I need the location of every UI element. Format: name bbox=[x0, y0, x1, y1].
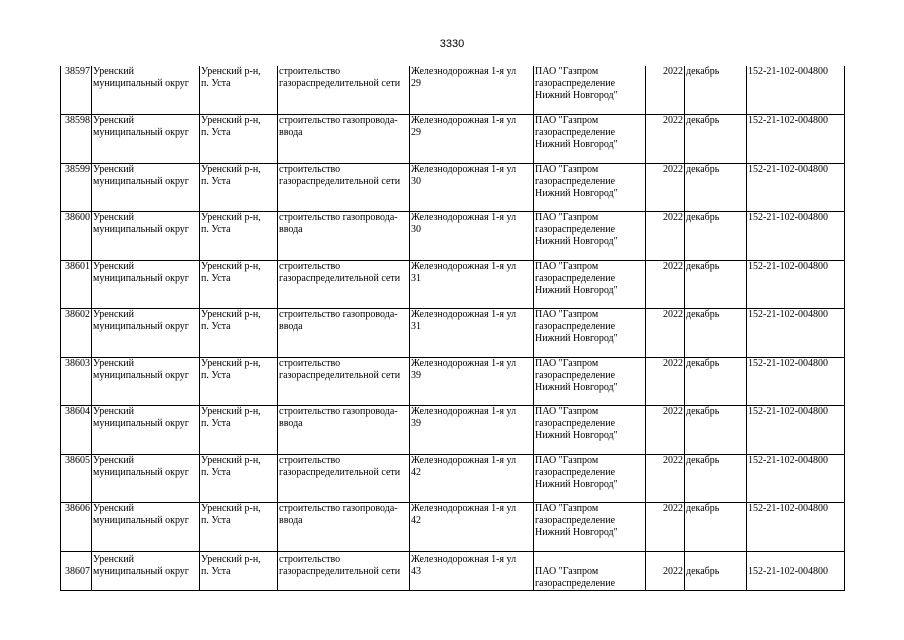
month-cell: декабрь bbox=[685, 309, 747, 358]
record-id: 38605 bbox=[61, 454, 92, 503]
work-type-line-2: ввода bbox=[279, 418, 303, 429]
work-type-cell bbox=[278, 260, 410, 309]
owner-line-2: газораспределение bbox=[535, 272, 616, 284]
locality-cell bbox=[200, 454, 278, 503]
record-id: 38604 bbox=[61, 406, 92, 455]
house-number: 42 bbox=[411, 515, 421, 526]
locality-line-2: п. Уста bbox=[201, 466, 231, 478]
house-number: 29 bbox=[411, 78, 421, 89]
owner-line-2: газораспределение bbox=[535, 515, 616, 526]
work-type-line-1: строительство газопровода- bbox=[279, 309, 398, 320]
municipality-line-1: Уренский bbox=[93, 260, 134, 272]
house-number: 30 bbox=[411, 175, 421, 187]
locality-cell bbox=[200, 406, 278, 455]
street-cell bbox=[410, 212, 534, 261]
locality-line-2: п. Уста bbox=[201, 175, 231, 187]
record-id: 38603 bbox=[61, 357, 92, 406]
locality-line-2: п. Уста bbox=[201, 418, 231, 429]
owner-line-3: Нижний Новгород" bbox=[535, 430, 618, 441]
municipality-line-2: муниципальный округ bbox=[93, 321, 189, 332]
locality-line-1: Уренский р-н, bbox=[201, 406, 261, 417]
municipality-line-2: муниципальный округ bbox=[93, 515, 189, 526]
locality-cell bbox=[200, 551, 278, 590]
owner-cell bbox=[534, 260, 646, 309]
locality-line-1: Уренский р-н, bbox=[201, 115, 261, 126]
municipality-line-2: муниципальный округ bbox=[93, 127, 189, 138]
owner-line-1: ПАО "Газпром bbox=[535, 115, 599, 126]
street-name: Железнодорожная 1-я ул bbox=[411, 406, 517, 417]
locality-cell bbox=[200, 260, 278, 309]
work-type-cell bbox=[278, 309, 410, 358]
street-cell bbox=[410, 260, 534, 309]
owner-cell bbox=[534, 115, 646, 164]
year-cell: 2022 bbox=[646, 309, 685, 358]
owner-line-3: Нижний Новгород" bbox=[535, 284, 618, 296]
table-row bbox=[61, 551, 845, 590]
municipality-cell bbox=[92, 309, 200, 358]
street-name: Железнодорожная 1-я ул bbox=[411, 503, 517, 514]
locality-line-1: Уренский р-н, bbox=[201, 553, 261, 565]
work-type-line-1: строительство bbox=[279, 66, 341, 77]
owner-line-2: газораспределение bbox=[535, 418, 616, 429]
record-id: 38600 bbox=[61, 212, 92, 261]
municipality-line-2: муниципальный округ bbox=[93, 272, 189, 284]
owner-cell bbox=[534, 66, 646, 115]
municipality-line-2: муниципальный округ bbox=[93, 418, 189, 429]
street-cell bbox=[410, 66, 534, 115]
work-type-line-1: строительство газопровода- bbox=[279, 212, 398, 223]
owner-cell bbox=[534, 551, 646, 590]
owner-line-2: газораспределение bbox=[535, 369, 616, 381]
street-cell bbox=[410, 357, 534, 406]
locality-line-2: п. Уста bbox=[201, 369, 231, 381]
locality-cell bbox=[200, 115, 278, 164]
work-type-line-2: газораспределительной сети bbox=[279, 369, 401, 381]
owner-cell bbox=[534, 309, 646, 358]
owner-line-3: Нижний Новгород" bbox=[535, 478, 618, 490]
record-id: 38597 bbox=[61, 66, 92, 115]
code-cell: 152-21-102-004800 bbox=[747, 66, 845, 115]
year-cell: 2022 bbox=[646, 551, 685, 590]
owner-line-1: ПАО "Газпром bbox=[535, 454, 599, 466]
street-cell bbox=[410, 551, 534, 590]
owner-line-1: ПАО "Газпром bbox=[535, 163, 599, 175]
locality-line-1: Уренский р-н, bbox=[201, 212, 261, 223]
work-type-line-1: строительство газопровода- bbox=[279, 406, 398, 417]
year-cell: 2022 bbox=[646, 260, 685, 309]
owner-line-1: ПАО "Газпром bbox=[535, 66, 599, 77]
municipality-cell bbox=[92, 406, 200, 455]
municipality-line-1: Уренский bbox=[93, 357, 134, 369]
owner-line-1: ПАО "Газпром bbox=[535, 357, 599, 369]
street-name: Железнодорожная 1-я ул bbox=[411, 66, 517, 77]
owner-line-1: ПАО "Газпром bbox=[535, 309, 599, 320]
record-id: 38607 bbox=[61, 551, 92, 590]
locality-line-2: п. Уста bbox=[201, 127, 231, 138]
municipality-line-1: Уренский bbox=[93, 115, 134, 126]
municipality-line-2: муниципальный округ bbox=[93, 369, 189, 381]
work-type-line-2: газораспределительной сети bbox=[279, 565, 401, 577]
table-row bbox=[61, 66, 845, 115]
page-number: 3330 bbox=[439, 38, 465, 50]
code-cell: 152-21-102-004800 bbox=[747, 454, 845, 503]
locality-line-1: Уренский р-н, bbox=[201, 260, 261, 272]
municipality-line-1: Уренский bbox=[93, 406, 134, 417]
year-cell: 2022 bbox=[646, 66, 685, 115]
owner-line-3: Нижний Новгород" bbox=[535, 527, 618, 538]
municipality-cell bbox=[92, 163, 200, 212]
house-number: 31 bbox=[411, 321, 421, 332]
locality-line-1: Уренский р-н, bbox=[201, 503, 261, 514]
owner-line-2: газораспределение bbox=[535, 127, 616, 138]
locality-line-2: п. Уста bbox=[201, 78, 231, 89]
table-row bbox=[61, 503, 845, 552]
owner-line-1: ПАО "Газпром bbox=[535, 260, 599, 272]
house-number: 39 bbox=[411, 369, 421, 381]
month-cell: декабрь bbox=[685, 163, 747, 212]
work-type-line-2: газораспределительной сети bbox=[279, 78, 401, 89]
municipality-cell bbox=[92, 260, 200, 309]
table-row bbox=[61, 260, 845, 309]
street-cell bbox=[410, 163, 534, 212]
municipality-line-1: Уренский bbox=[93, 212, 134, 223]
table-row bbox=[61, 115, 845, 164]
locality-line-2: п. Уста bbox=[201, 515, 231, 526]
locality-line-1: Уренский р-н, bbox=[201, 454, 261, 466]
municipality-cell bbox=[92, 503, 200, 552]
municipality-cell bbox=[92, 212, 200, 261]
locality-cell bbox=[200, 212, 278, 261]
record-id: 38599 bbox=[61, 163, 92, 212]
locality-line-2: п. Уста bbox=[201, 272, 231, 284]
work-type-line-1: строительство bbox=[279, 454, 341, 466]
work-type-line-1: строительство bbox=[279, 260, 341, 272]
locality-line-2: п. Уста bbox=[201, 224, 231, 235]
year-cell: 2022 bbox=[646, 406, 685, 455]
work-type-cell bbox=[278, 212, 410, 261]
year-cell: 2022 bbox=[646, 357, 685, 406]
month-cell: декабрь bbox=[685, 357, 747, 406]
month-cell: декабрь bbox=[685, 66, 747, 115]
municipality-cell bbox=[92, 551, 200, 590]
owner-line-1: ПАО "Газпром bbox=[535, 503, 599, 514]
owner-line-3: Нижний Новгород" bbox=[535, 139, 618, 150]
work-type-line-1: строительство газопровода- bbox=[279, 115, 398, 126]
year-cell: 2022 bbox=[646, 454, 685, 503]
street-cell bbox=[410, 406, 534, 455]
work-type-cell bbox=[278, 115, 410, 164]
code-cell: 152-21-102-004800 bbox=[747, 115, 845, 164]
year-cell: 2022 bbox=[646, 115, 685, 164]
work-type-line-2: ввода bbox=[279, 321, 303, 332]
municipality-line-1: Уренский bbox=[93, 309, 134, 320]
work-type-cell bbox=[278, 66, 410, 115]
house-number: 39 bbox=[411, 418, 421, 429]
code-cell: 152-21-102-004800 bbox=[747, 163, 845, 212]
code-cell: 152-21-102-004800 bbox=[747, 551, 845, 590]
owner-cell bbox=[534, 357, 646, 406]
street-name: Железнодорожная 1-я ул bbox=[411, 115, 517, 126]
street-name: Железнодорожная 1-я ул bbox=[411, 309, 517, 320]
work-type-cell bbox=[278, 163, 410, 212]
locality-cell bbox=[200, 503, 278, 552]
work-type-cell bbox=[278, 454, 410, 503]
code-cell: 152-21-102-004800 bbox=[747, 309, 845, 358]
locality-line-1: Уренский р-н, bbox=[201, 357, 261, 369]
record-id: 38601 bbox=[61, 260, 92, 309]
year-cell: 2022 bbox=[646, 163, 685, 212]
locality-cell bbox=[200, 66, 278, 115]
registry-table bbox=[60, 66, 845, 591]
table-row bbox=[61, 406, 845, 455]
street-name: Железнодорожная 1-я ул bbox=[411, 553, 517, 565]
house-number: 30 bbox=[411, 224, 421, 235]
owner-line-1: ПАО "Газпром bbox=[535, 212, 599, 223]
municipality-cell bbox=[92, 66, 200, 115]
record-id: 38602 bbox=[61, 309, 92, 358]
municipality-line-2: муниципальный округ bbox=[93, 466, 189, 478]
code-cell: 152-21-102-004800 bbox=[747, 260, 845, 309]
owner-line-1: ПАО "Газпром bbox=[535, 406, 599, 417]
owner-cell bbox=[534, 163, 646, 212]
year-cell: 2022 bbox=[646, 212, 685, 261]
locality-cell bbox=[200, 309, 278, 358]
table-row bbox=[61, 309, 845, 358]
table-row bbox=[61, 454, 845, 503]
owner-cell bbox=[534, 406, 646, 455]
owner-line-2: газораспределение bbox=[535, 175, 616, 187]
locality-line-1: Уренский р-н, bbox=[201, 66, 261, 77]
house-number: 43 bbox=[411, 565, 421, 577]
municipality-line-1: Уренский bbox=[93, 66, 134, 77]
street-name: Железнодорожная 1-я ул bbox=[411, 454, 517, 466]
owner-line-3: Нижний Новгород" bbox=[535, 333, 618, 344]
municipality-line-1: Уренский bbox=[93, 163, 134, 175]
code-cell: 152-21-102-004800 bbox=[747, 212, 845, 261]
work-type-line-1: строительство bbox=[279, 357, 341, 369]
street-cell bbox=[410, 115, 534, 164]
work-type-line-2: газораспределительной сети bbox=[279, 466, 401, 478]
owner-line-3: Нижний Новгород" bbox=[535, 187, 618, 199]
code-cell: 152-21-102-004800 bbox=[747, 357, 845, 406]
street-cell bbox=[410, 309, 534, 358]
locality-line-1: Уренский р-н, bbox=[201, 163, 261, 175]
locality-cell bbox=[200, 163, 278, 212]
owner-line-2: газораспределение bbox=[535, 577, 616, 589]
year-cell: 2022 bbox=[646, 503, 685, 552]
owner-line-3: Нижний Новгород" bbox=[535, 236, 618, 247]
owner-line-2: газораспределение bbox=[535, 78, 616, 89]
owner-line-3: Нижний Новгород" bbox=[535, 90, 618, 101]
municipality-cell bbox=[92, 115, 200, 164]
street-cell bbox=[410, 454, 534, 503]
code-cell: 152-21-102-004800 bbox=[747, 406, 845, 455]
street-name: Железнодорожная 1-я ул bbox=[411, 212, 517, 223]
month-cell: декабрь bbox=[685, 115, 747, 164]
owner-line-2: газораспределение bbox=[535, 466, 616, 478]
municipality-line-1: Уренский bbox=[93, 454, 134, 466]
month-cell: декабрь bbox=[685, 212, 747, 261]
month-cell: декабрь bbox=[685, 454, 747, 503]
table-row bbox=[61, 212, 845, 261]
owner-line-2: газораспределение bbox=[535, 321, 616, 332]
table-row bbox=[61, 163, 845, 212]
month-cell: декабрь bbox=[685, 260, 747, 309]
table-row bbox=[61, 357, 845, 406]
street-cell bbox=[410, 503, 534, 552]
municipality-line-2: муниципальный округ bbox=[93, 78, 189, 89]
work-type-cell bbox=[278, 357, 410, 406]
work-type-cell bbox=[278, 503, 410, 552]
registry-body bbox=[61, 66, 845, 590]
work-type-line-1: строительство bbox=[279, 553, 341, 565]
code-cell: 152-21-102-004800 bbox=[747, 503, 845, 552]
street-name: Железнодорожная 1-я ул bbox=[411, 260, 517, 272]
work-type-line-2: ввода bbox=[279, 224, 303, 235]
month-cell: декабрь bbox=[685, 551, 747, 590]
work-type-cell bbox=[278, 551, 410, 590]
work-type-line-2: газораспределительной сети bbox=[279, 175, 401, 187]
work-type-line-2: ввода bbox=[279, 515, 303, 526]
work-type-cell bbox=[278, 406, 410, 455]
house-number: 29 bbox=[411, 127, 421, 138]
locality-line-2: п. Уста bbox=[201, 565, 231, 577]
locality-line-1: Уренский р-н, bbox=[201, 309, 261, 320]
owner-line-3: Нижний Новгород" bbox=[535, 381, 618, 393]
locality-cell bbox=[200, 357, 278, 406]
record-id: 38606 bbox=[61, 503, 92, 552]
municipality-line-1: Уренский bbox=[93, 503, 134, 514]
municipality-cell bbox=[92, 454, 200, 503]
month-cell: декабрь bbox=[685, 406, 747, 455]
owner-line-2: газораспределение bbox=[535, 224, 616, 235]
house-number: 31 bbox=[411, 272, 421, 284]
municipality-line-2: муниципальный округ bbox=[93, 224, 189, 235]
street-name: Железнодорожная 1-я ул bbox=[411, 357, 517, 369]
house-number: 42 bbox=[411, 466, 421, 478]
municipality-line-1: Уренский bbox=[93, 553, 134, 565]
owner-line-1: ПАО "Газпром bbox=[535, 565, 599, 577]
owner-cell bbox=[534, 454, 646, 503]
owner-cell bbox=[534, 503, 646, 552]
street-name: Железнодорожная 1-я ул bbox=[411, 163, 517, 175]
record-id: 38598 bbox=[61, 115, 92, 164]
locality-line-2: п. Уста bbox=[201, 321, 231, 332]
municipality-line-2: муниципальный округ bbox=[93, 565, 189, 577]
month-cell: декабрь bbox=[685, 503, 747, 552]
work-type-line-1: строительство газопровода- bbox=[279, 503, 398, 514]
municipality-line-2: муниципальный округ bbox=[93, 175, 189, 187]
work-type-line-1: строительство bbox=[279, 163, 341, 175]
owner-cell bbox=[534, 212, 646, 261]
municipality-cell bbox=[92, 357, 200, 406]
work-type-line-2: ввода bbox=[279, 127, 303, 138]
work-type-line-2: газораспределительной сети bbox=[279, 272, 401, 284]
